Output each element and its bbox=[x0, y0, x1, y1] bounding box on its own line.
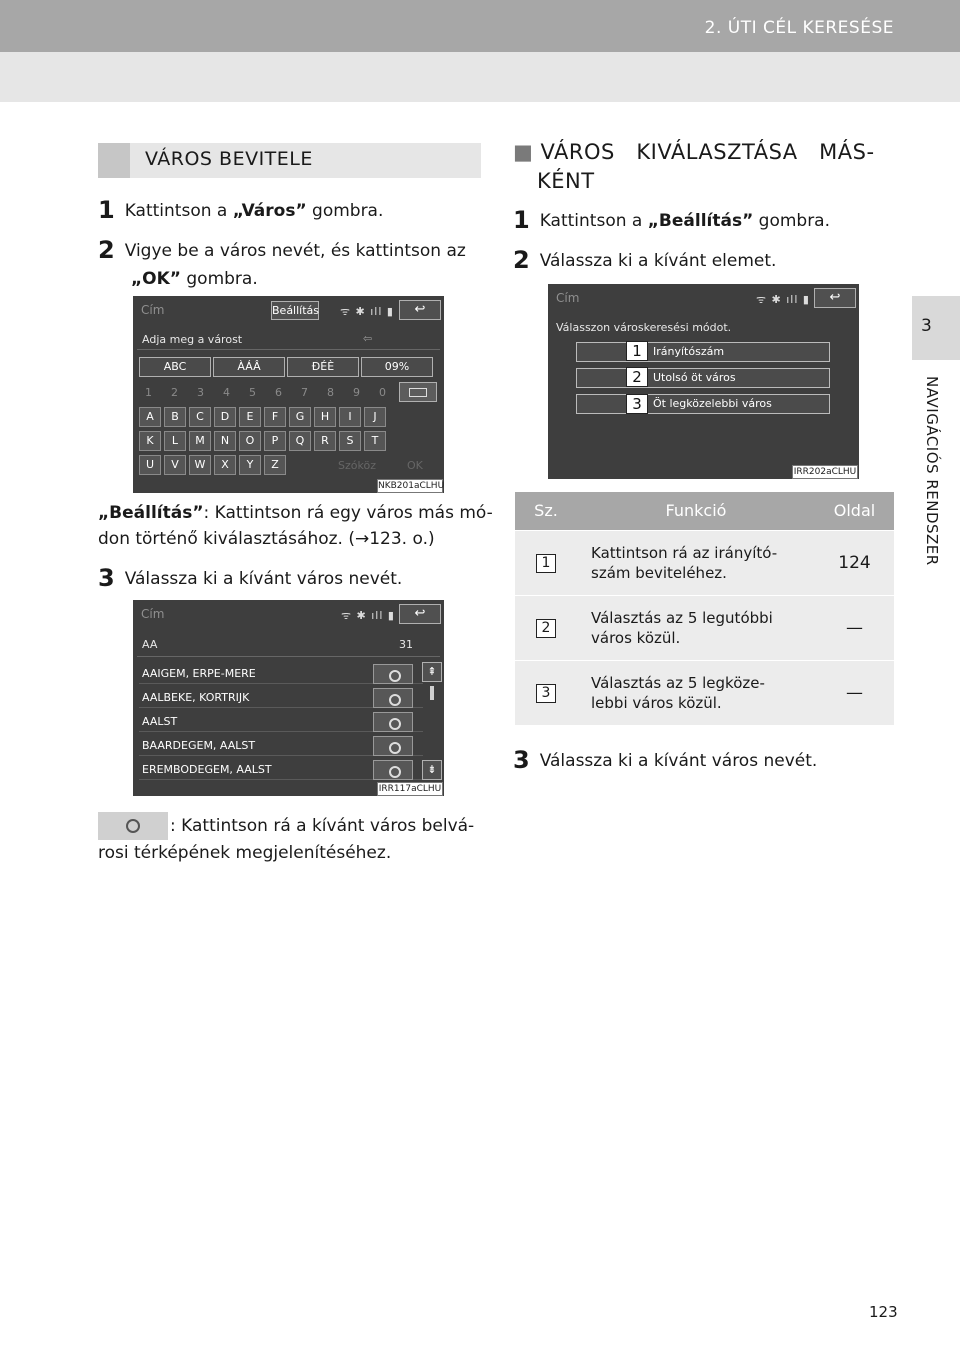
image-code: IRR117aCLHU bbox=[378, 784, 442, 794]
map-view-icon[interactable] bbox=[373, 736, 413, 756]
page-number: 123 bbox=[869, 1303, 898, 1321]
status-icons: ᯤ ✱ ıll ▮ bbox=[340, 305, 394, 318]
settings-note bbox=[98, 500, 493, 552]
letter-key[interactable]: S bbox=[339, 431, 361, 451]
step-text: Vigye be a város nevét, és kattintson az bbox=[124, 241, 466, 261]
section-marker: ■ bbox=[513, 140, 534, 164]
letter-key[interactable]: N bbox=[214, 431, 236, 451]
digit-key[interactable]: 0 bbox=[379, 386, 386, 399]
scroll-up-icon[interactable]: ⇞ bbox=[422, 662, 442, 682]
digit-key[interactable]: 8 bbox=[327, 386, 334, 399]
prompt-text: Válasszon városkeresési módot. bbox=[556, 321, 732, 334]
step-number: 1 bbox=[513, 206, 530, 234]
letter-key[interactable]: D bbox=[214, 407, 236, 427]
letter-key[interactable]: W bbox=[189, 455, 211, 475]
column-header: Funkció bbox=[577, 492, 815, 530]
letter-key[interactable]: K bbox=[139, 431, 161, 451]
digit-key[interactable]: 5 bbox=[249, 386, 256, 399]
letter-key[interactable]: A bbox=[139, 407, 161, 427]
function-table bbox=[515, 492, 894, 725]
image-code: IRR202aCLHU bbox=[793, 467, 857, 477]
page-reference: — bbox=[815, 595, 894, 660]
map-view-icon[interactable] bbox=[373, 664, 413, 684]
option-recent-cities[interactable]: Utolsó öt város bbox=[576, 368, 830, 388]
city-list-screenshot bbox=[133, 600, 444, 796]
option-postcode[interactable]: Irányítószám bbox=[576, 342, 830, 362]
letter-key[interactable]: O bbox=[239, 431, 261, 451]
table-row bbox=[515, 660, 894, 725]
input-placeholder: Adja meg a várost bbox=[142, 333, 243, 346]
letter-key[interactable]: G bbox=[289, 407, 311, 427]
note-text: : Kattintson rá egy város más mó- bbox=[203, 503, 493, 523]
letter-key[interactable]: R bbox=[314, 431, 336, 451]
note-text: : Kattintson rá a kívánt város belvá- bbox=[170, 816, 475, 836]
digit-key[interactable]: 4 bbox=[223, 386, 230, 399]
step-text: Válassza ki a kívánt város nevét. bbox=[124, 569, 403, 589]
step-number: 2 bbox=[513, 246, 530, 274]
function-text: város közül. bbox=[591, 628, 681, 647]
backspace-icon[interactable]: ⇦ bbox=[363, 332, 373, 345]
city-row[interactable]: AALBEKE, KORTRIJK bbox=[139, 687, 423, 708]
letter-key[interactable]: F bbox=[264, 407, 286, 427]
step-number: 3 bbox=[98, 564, 115, 592]
keyboard-layout-icon[interactable] bbox=[399, 382, 437, 402]
step-keyword: „Beállítás” bbox=[647, 211, 754, 231]
map-view-icon[interactable] bbox=[373, 712, 413, 732]
letter-key[interactable]: J bbox=[364, 407, 386, 427]
map-view-icon[interactable] bbox=[373, 760, 413, 780]
page-reference: — bbox=[815, 660, 894, 725]
search-method-screenshot bbox=[548, 284, 859, 479]
step-2 bbox=[513, 246, 776, 275]
header-band bbox=[0, 52, 960, 102]
letter-key[interactable]: M bbox=[189, 431, 211, 451]
back-button[interactable]: ↩ bbox=[814, 288, 856, 308]
ok-key[interactable]: OK bbox=[407, 459, 423, 472]
callout-badge: 2 bbox=[626, 367, 648, 387]
function-text: Választás az 5 legutóbbi bbox=[591, 608, 773, 627]
letter-key[interactable]: X bbox=[214, 455, 236, 475]
step-3 bbox=[513, 746, 817, 775]
step-text: Válassza ki a kívánt város nevét. bbox=[539, 751, 818, 771]
section-heading-right bbox=[513, 138, 875, 196]
step-keyword: „Város” bbox=[232, 201, 307, 221]
step-text: Kattintson a bbox=[124, 201, 233, 221]
chapter-heading: 2. ÚTI CÉL KERESÉSE bbox=[704, 18, 894, 38]
back-button[interactable]: ↩ bbox=[399, 300, 441, 320]
callout-badge: 3 bbox=[626, 394, 648, 414]
search-query: AA bbox=[142, 638, 158, 651]
step-2 bbox=[98, 236, 466, 293]
letter-key[interactable]: H bbox=[314, 407, 336, 427]
letter-key[interactable]: U bbox=[139, 455, 161, 475]
option-nearest-cities[interactable]: Öt legközelebbi város bbox=[576, 394, 830, 414]
scroll-down-icon[interactable]: ⇟ bbox=[422, 760, 442, 780]
column-header: Oldal bbox=[815, 492, 894, 530]
page-reference: 124 bbox=[815, 530, 894, 595]
map-button-note bbox=[98, 812, 474, 866]
digit-key[interactable]: 9 bbox=[353, 386, 360, 399]
digit-key[interactable]: 7 bbox=[301, 386, 308, 399]
keyboard-screenshot bbox=[133, 296, 444, 493]
letter-key[interactable]: P bbox=[264, 431, 286, 451]
step-number: 2 bbox=[98, 236, 115, 264]
tab-abc[interactable]: ABC bbox=[139, 357, 211, 377]
step-text: gombra. bbox=[306, 201, 384, 221]
tab-numbers[interactable]: 09% bbox=[361, 357, 433, 377]
city-row[interactable]: BAARDEGEM, AALST bbox=[139, 735, 423, 756]
tab-accented-e[interactable]: ĐÉÈ bbox=[287, 357, 359, 377]
chapter-tab bbox=[912, 296, 960, 360]
function-text: Kattintson rá az irányító- bbox=[591, 543, 778, 562]
step-text: Válassza ki a kívánt elemet. bbox=[539, 251, 777, 271]
section-title-cont: KÉNT bbox=[537, 169, 595, 193]
table-row bbox=[515, 530, 894, 595]
function-text: szám beviteléhez. bbox=[591, 563, 727, 582]
letter-key[interactable]: T bbox=[364, 431, 386, 451]
function-text: Választás az 5 legköze- bbox=[591, 673, 765, 692]
row-number-badge: 3 bbox=[536, 684, 556, 703]
map-button-icon bbox=[98, 812, 168, 840]
section-heading-stripe bbox=[98, 143, 130, 178]
letter-key[interactable]: L bbox=[164, 431, 186, 451]
result-count: 31 bbox=[399, 638, 413, 651]
note-text: don történő kiválasztásához. (→123. o.) bbox=[98, 529, 435, 549]
letter-key[interactable]: E bbox=[239, 407, 261, 427]
screen-title: Cím bbox=[556, 291, 580, 305]
chapter-label: NAVIGÁCIÓS RENDSZER bbox=[923, 376, 941, 566]
letter-key[interactable]: V bbox=[164, 455, 186, 475]
space-key[interactable]: Szóköz bbox=[338, 459, 376, 472]
settings-keyword: „Beállítás” bbox=[98, 503, 204, 523]
section-title: VÁROS BEVITELE bbox=[145, 148, 313, 170]
screen-title: Cím bbox=[141, 303, 165, 317]
settings-button[interactable]: Beállítás bbox=[271, 301, 319, 320]
step-keyword: „OK” bbox=[131, 269, 181, 289]
step-number: 1 bbox=[98, 196, 115, 224]
step-text: Kattintson a bbox=[539, 211, 648, 231]
status-icons: ᯤ ✱ ıll ▮ bbox=[341, 609, 395, 622]
column-header: Sz. bbox=[515, 492, 577, 530]
step-1 bbox=[513, 206, 830, 235]
step-text: gombra. bbox=[180, 269, 258, 289]
letter-key[interactable]: Y bbox=[239, 455, 261, 475]
digit-key[interactable]: 1 bbox=[145, 386, 152, 399]
step-1 bbox=[98, 196, 383, 225]
step-text: gombra. bbox=[753, 211, 831, 231]
map-view-icon[interactable] bbox=[373, 688, 413, 708]
letter-key[interactable]: Q bbox=[289, 431, 311, 451]
city-row[interactable]: EREMBODEGEM, AALST bbox=[139, 759, 423, 780]
step-number: 3 bbox=[513, 746, 530, 774]
tab-accented-a[interactable]: ÀÁÂ bbox=[213, 357, 285, 377]
image-code: NKB201aCLHU bbox=[378, 481, 444, 491]
function-text: lebbi város közül. bbox=[591, 693, 722, 712]
letter-key[interactable]: I bbox=[339, 407, 361, 427]
status-icons: ᯤ ✱ ıll ▮ bbox=[756, 293, 810, 306]
step-3 bbox=[98, 564, 402, 593]
chapter-number: 3 bbox=[921, 316, 932, 336]
table-row bbox=[515, 595, 894, 660]
row-number-badge: 1 bbox=[536, 554, 556, 573]
table-header-row bbox=[515, 492, 894, 530]
digit-key[interactable]: 3 bbox=[197, 386, 204, 399]
letter-key[interactable]: C bbox=[189, 407, 211, 427]
letter-key[interactable]: Z bbox=[264, 455, 286, 475]
scrollbar-thumb[interactable] bbox=[430, 686, 434, 700]
note-text: rosi térképének megjelenítéséhez. bbox=[98, 843, 392, 863]
city-row[interactable]: AALST bbox=[139, 711, 423, 732]
screen-title: Cím bbox=[141, 607, 165, 621]
section-title: VÁROS KIVÁLASZTÁSA MÁS- bbox=[540, 140, 875, 164]
city-row[interactable]: AAIGEM, ERPE-MERE bbox=[139, 663, 423, 684]
back-button[interactable]: ↩ bbox=[399, 604, 441, 624]
digit-key[interactable]: 2 bbox=[171, 386, 178, 399]
digit-key[interactable]: 6 bbox=[275, 386, 282, 399]
row-number-badge: 2 bbox=[536, 619, 556, 638]
divider bbox=[137, 656, 440, 657]
letter-key[interactable]: B bbox=[164, 407, 186, 427]
callout-badge: 1 bbox=[626, 341, 648, 361]
